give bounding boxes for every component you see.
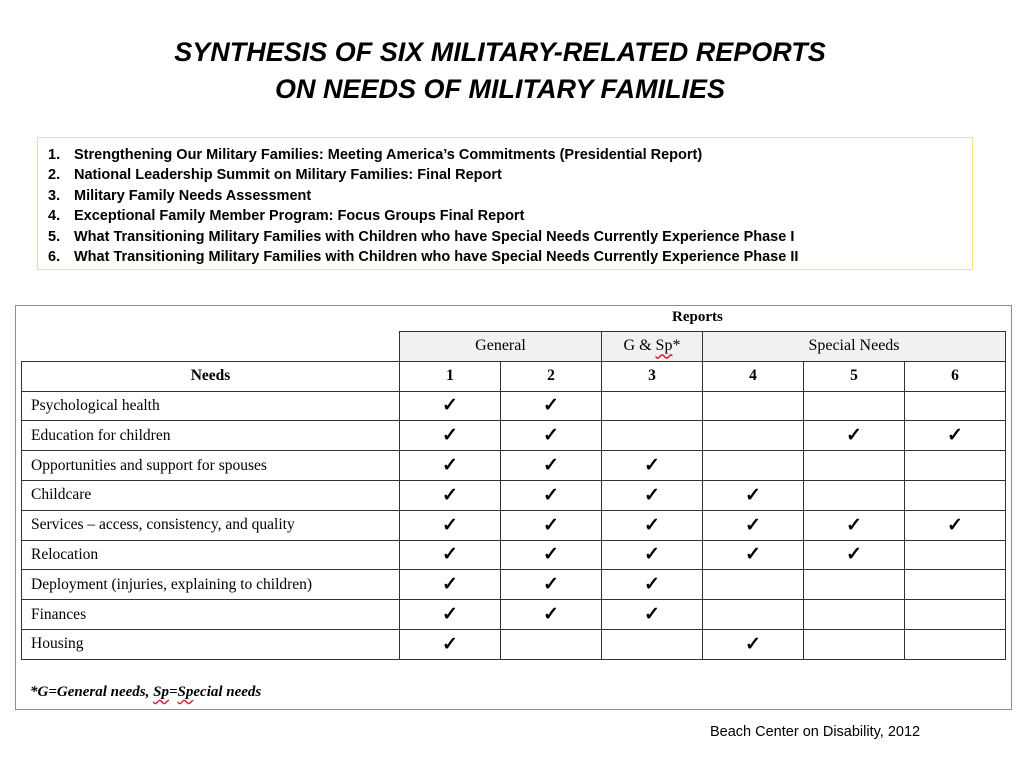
checkmark-icon: ✓	[501, 540, 602, 570]
checkmark-icon: ✓	[703, 540, 804, 570]
report-number: 5.	[48, 228, 61, 245]
checkmark-icon: ✓	[602, 451, 703, 481]
checkmark-icon: ✓	[400, 391, 501, 421]
table-row	[22, 510, 1006, 540]
empty-cell	[804, 600, 905, 630]
title-line-1: SYNTHESIS OF SIX MILITARY-RELATED REPORTS	[174, 37, 826, 67]
report-item	[48, 206, 972, 226]
group-special-needs: Special Needs	[703, 332, 1006, 362]
report-number: 1.	[48, 147, 61, 163]
checkmark-icon: ✓	[703, 510, 804, 540]
empty-cell	[804, 480, 905, 510]
report-column-6: 6	[905, 361, 1006, 391]
checkmark-icon: ✓	[501, 570, 602, 600]
empty-cell	[905, 451, 1006, 481]
report-title: Military Family Needs Assessment	[74, 187, 312, 204]
header-blank-cell	[22, 332, 400, 362]
report-column-3: 3	[602, 361, 703, 391]
need-label: Services – access, consistency, and quality	[22, 510, 400, 540]
need-label: Relocation	[22, 540, 400, 570]
checkmark-icon: ✓	[703, 629, 804, 659]
checkmark-icon: ✓	[905, 421, 1006, 451]
report-column-5: 5	[804, 361, 905, 391]
checkmark-icon: ✓	[400, 600, 501, 630]
checkmark-icon: ✓	[400, 510, 501, 540]
empty-cell	[804, 570, 905, 600]
group-g-sp: G & Sp*	[602, 332, 703, 362]
checkmark-icon: ✓	[501, 600, 602, 630]
checkmark-icon: ✓	[501, 480, 602, 510]
checkmark-icon: ✓	[501, 510, 602, 540]
need-label: Opportunities and support for spouses	[22, 451, 400, 481]
checkmark-icon: ✓	[602, 570, 703, 600]
need-label: Psychological health	[22, 391, 400, 421]
needs-table-body	[22, 391, 1006, 659]
empty-cell	[703, 421, 804, 451]
report-column-2: 2	[501, 361, 602, 391]
title-line-2: ON NEEDS OF MILITARY FAMILIES	[274, 74, 726, 104]
checkmark-icon: ✓	[501, 391, 602, 421]
checkmark-icon: ✓	[400, 570, 501, 600]
report-item	[48, 247, 972, 267]
reports-header: Reports	[672, 309, 723, 325]
checkmark-icon: ✓	[501, 421, 602, 451]
checkmark-icon: ✓	[602, 480, 703, 510]
group-header-row	[22, 332, 1006, 362]
table-row	[22, 391, 1006, 421]
checkmark-icon: ✓	[804, 540, 905, 570]
empty-cell	[602, 391, 703, 421]
empty-cell	[905, 540, 1006, 570]
empty-cell	[905, 629, 1006, 659]
sp-abbreviation: Sp	[177, 684, 194, 700]
empty-cell	[905, 600, 1006, 630]
empty-cell	[703, 570, 804, 600]
checkmark-icon: ✓	[804, 510, 905, 540]
report-title: What Transitioning Military Families with Children who have Special Needs Currently Experience Phase I	[74, 228, 795, 245]
need-label: Housing	[22, 629, 400, 659]
empty-cell	[602, 421, 703, 451]
table-row	[22, 600, 1006, 630]
report-number: 2.	[48, 167, 61, 184]
report-item	[48, 186, 972, 206]
checkmark-icon: ✓	[400, 540, 501, 570]
checkmark-icon: ✓	[905, 510, 1006, 540]
group-general: General	[400, 332, 602, 362]
report-title: National Leadership Summit on Military Families: Final Report	[74, 167, 502, 184]
source-credit: Beach Center on Disability, 2012	[710, 724, 921, 740]
checkmark-icon: ✓	[602, 600, 703, 630]
needs-table	[21, 331, 1006, 660]
empty-cell	[703, 600, 804, 630]
report-item	[48, 165, 972, 185]
table-row	[22, 629, 1006, 659]
empty-cell	[804, 391, 905, 421]
checkmark-icon: ✓	[400, 629, 501, 659]
table-row	[22, 451, 1006, 481]
sp-abbreviation: Sp	[153, 684, 169, 700]
column-header-row	[22, 361, 1006, 391]
empty-cell	[703, 451, 804, 481]
report-column-1: 1	[400, 361, 501, 391]
checkmark-icon: ✓	[602, 540, 703, 570]
report-title: Strengthening Our Military Families: Meeting America’s Commitments (Presidential Report)	[74, 147, 703, 163]
checkmark-icon: ✓	[400, 421, 501, 451]
reports-list	[48, 145, 972, 267]
report-title: Exceptional Family Member Program: Focus Groups Final Report	[74, 208, 525, 225]
table-row	[22, 480, 1006, 510]
empty-cell	[703, 391, 804, 421]
empty-cell	[804, 629, 905, 659]
report-title: What Transitioning Military Families with Children who have Special Needs Currently Experience Phase II	[74, 249, 799, 266]
needs-column-header: Needs	[22, 361, 400, 391]
need-label: Deployment (injuries, explaining to children)	[22, 570, 400, 600]
report-number: 6.	[48, 249, 61, 266]
need-label: Education for children	[22, 421, 400, 451]
table-row	[22, 421, 1006, 451]
report-item	[48, 145, 972, 165]
empty-cell	[905, 480, 1006, 510]
table-row	[22, 540, 1006, 570]
report-number: 3.	[48, 187, 61, 204]
reports-list-box	[37, 137, 973, 270]
sp-abbreviation: Sp	[655, 337, 673, 355]
need-label: Finances	[22, 600, 400, 630]
report-item	[48, 227, 972, 247]
page-title	[0, 34, 1000, 108]
checkmark-icon: ✓	[703, 480, 804, 510]
empty-cell	[905, 391, 1006, 421]
checkmark-icon: ✓	[400, 480, 501, 510]
report-number: 4.	[48, 208, 61, 225]
empty-cell	[602, 629, 703, 659]
table-row	[22, 570, 1006, 600]
empty-cell	[905, 570, 1006, 600]
checkmark-icon: ✓	[400, 451, 501, 481]
need-label: Childcare	[22, 480, 400, 510]
checkmark-icon: ✓	[501, 451, 602, 481]
footnote: *G=General needs, Sp=Special needs	[30, 684, 262, 700]
empty-cell	[501, 629, 602, 659]
empty-cell	[804, 451, 905, 481]
checkmark-icon: ✓	[804, 421, 905, 451]
report-column-4: 4	[703, 361, 804, 391]
checkmark-icon: ✓	[602, 510, 703, 540]
